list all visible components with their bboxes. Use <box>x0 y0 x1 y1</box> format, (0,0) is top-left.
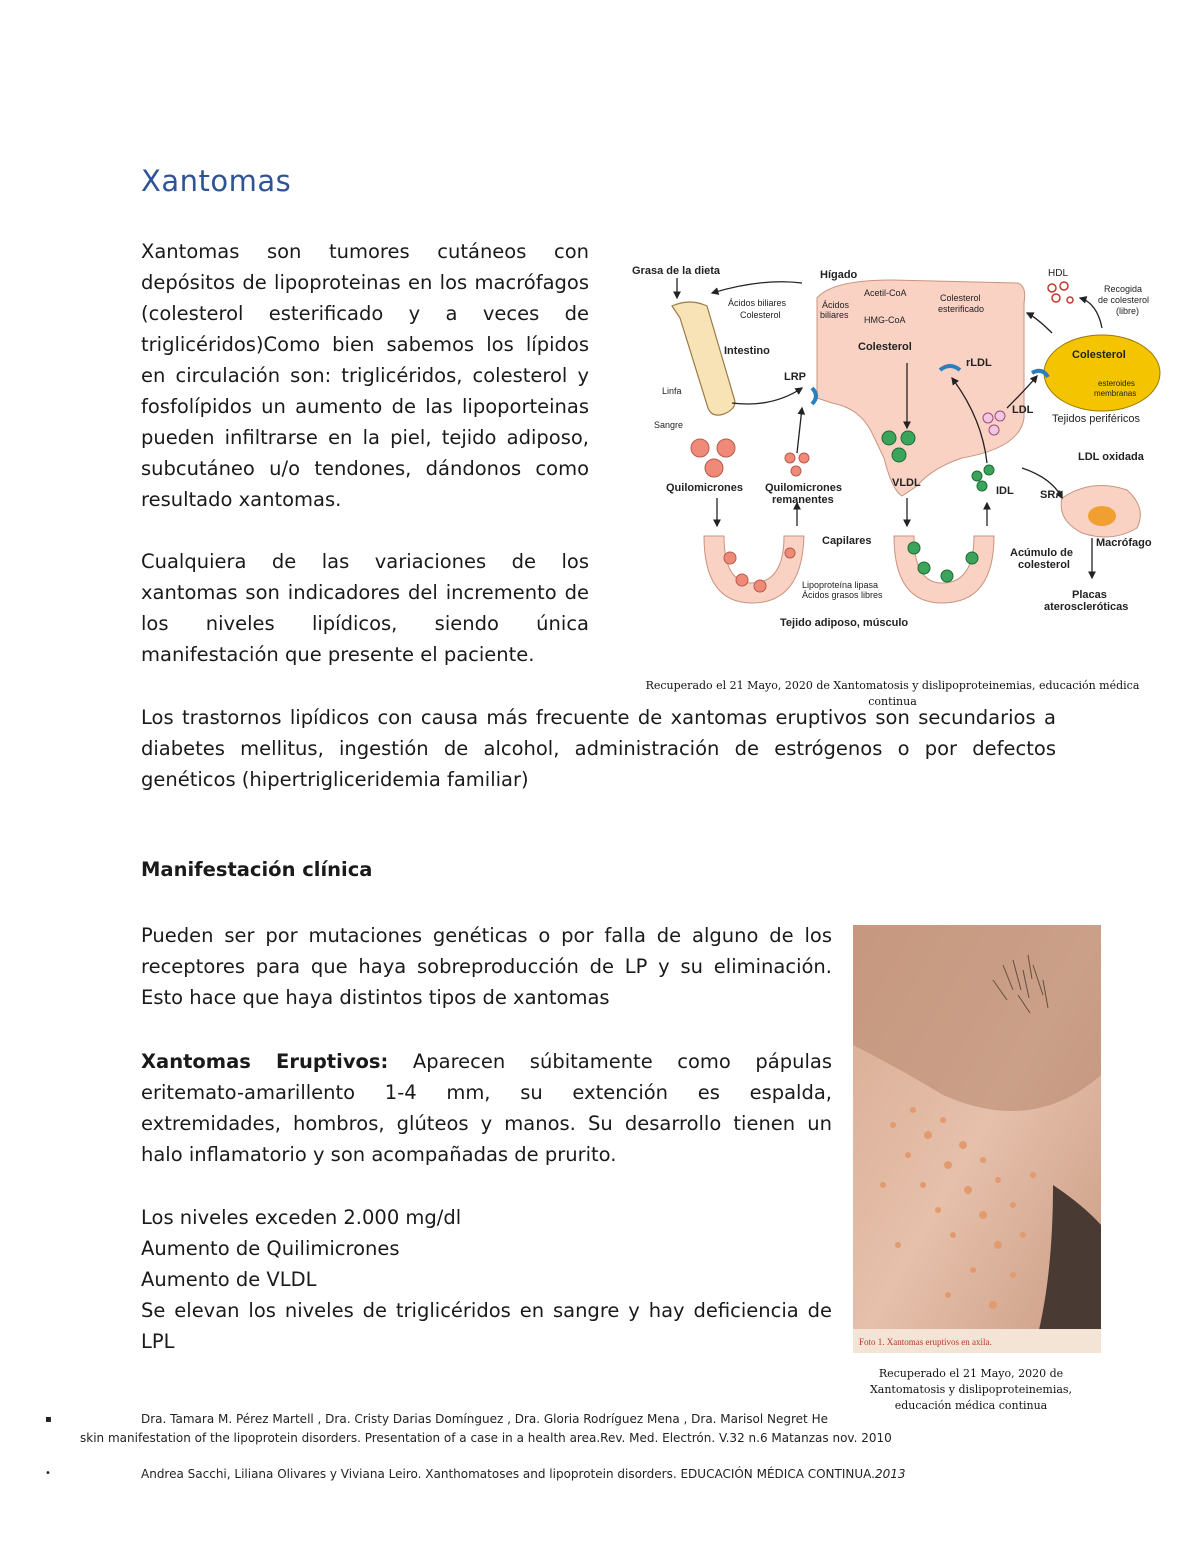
list-item: Aumento de VLDL <box>141 1268 317 1291</box>
label-acidos-grasos: Ácidos grasos libres <box>802 590 883 600</box>
label-col-est-2: esterificado <box>938 304 985 314</box>
eruptive-paragraph <box>141 1046 832 1170</box>
peripheral-cell <box>1044 335 1160 411</box>
disorders-paragraph: Los trastornos lipídicos con causa más frecuente de xantomas eruptivos son secundarios a diabetes mellitus, ingestión de alcohol, administración de estrógenos o por defectos genéticos (hipertrigliceridemia familiar) <box>141 706 1056 791</box>
label-recogida-3: (libre) <box>1116 306 1140 316</box>
label-acidos-biliares: Ácidos biliares <box>728 298 787 308</box>
page-title: Xantomas <box>141 164 292 198</box>
reference-2 <box>141 1467 906 1481</box>
reference-2-text: Andrea Sacchi, Liliana Olivares y Viviana Leiro. Xanthomatoses and lipoprotein disorders. EDUCACIÓN MÉDICA CONTINUA. <box>141 1467 875 1481</box>
diagram-svg <box>632 258 1172 643</box>
label-lrp: LRP <box>784 371 806 383</box>
label-hmg: HMG-CoA <box>864 315 906 325</box>
label-quilomicrones: Quilomicrones <box>666 482 744 494</box>
label-colesterol-small: Colesterol <box>740 310 781 320</box>
label-macrofago: Macrófago <box>1096 537 1152 549</box>
label-membranas: membranas <box>1094 389 1137 398</box>
label-sra: SRA <box>1040 489 1064 501</box>
label-acidos: Ácidos <box>822 300 850 310</box>
label-placas-1: Placas <box>1072 589 1107 601</box>
section-heading: Manifestación clínica <box>141 858 373 881</box>
label-vldl: VLDL <box>892 477 921 489</box>
levels-list <box>141 1202 841 1357</box>
label-linfa: Linfa <box>662 386 682 396</box>
label-lipoproteina: Lipoproteína lipasa <box>802 580 879 590</box>
reference-bullet: ▪ <box>45 1414 52 1425</box>
label-biliares: biliares <box>820 310 849 320</box>
list-item: Aumento de Quilimicrones <box>141 1237 400 1260</box>
reference-2-year: 2013 <box>874 1467 906 1481</box>
label-hdl: HDL <box>1048 268 1069 279</box>
label-esteroides: esteroides <box>1098 379 1135 388</box>
label-sangre: Sangre <box>654 420 684 430</box>
capillary-left <box>704 536 804 603</box>
label-idl: IDL <box>996 485 1014 497</box>
eruptive-label: Xantomas Eruptivos: <box>141 1050 389 1073</box>
variations-paragraph: Cualquiera de las variaciones de los xantomas son indicadores del incremento de los niveles lipídicos, siendo única manifestación que presente el paciente. <box>141 550 589 666</box>
label-quilo-rem-1: Quilomicrones <box>765 482 843 494</box>
label-acumulo-1: Acúmulo de <box>1010 547 1073 559</box>
label-capilares: Capilares <box>822 535 872 547</box>
eruptive-text: Aparecen súbitamente como pápulas eritemato-amarillento 1-4 mm, su extención es espalda, extremidades, hombros, glúteos y manos. Su desarrollo tienen un halo inflamatorio y son acompañadas de prurito. <box>141 1050 833 1166</box>
intestine-shape <box>672 302 735 415</box>
label-recogida-1: Recogida <box>1104 284 1143 294</box>
label-rldl: rLDL <box>966 357 992 369</box>
reference-1-line1: Dra. Tamara M. Pérez Martell , Dra. Cristy Darias Domínguez , Dra. Gloria Rodríguez Mena , Dra. Marisol Negret He <box>141 1412 828 1426</box>
lipoprotein-metabolism-diagram <box>632 258 1172 643</box>
label-recogida-2: de colesterol <box>1098 295 1150 305</box>
eruptive-xanthoma-photo <box>853 925 1101 1353</box>
label-grasa: Grasa de la dieta <box>632 265 721 277</box>
reference-bullet: • <box>45 1468 51 1479</box>
diagram-caption: Recuperado el 21 Mayo, 2020 de Xantomatosis y dislipoproteinemias, educación médica continua <box>645 679 1140 708</box>
label-colesterol: Colesterol <box>858 341 912 353</box>
mutations-paragraph: Pueden ser por mutaciones genéticas o por falla de alguno de los receptores para que haya sobreproducción de LP y su eliminación. Esto hace que haya distintos tipos de xantomas <box>141 924 832 1009</box>
label-acetil: Acetil-CoA <box>864 288 907 298</box>
label-intestino: Intestino <box>724 345 770 357</box>
label-placas-2: ateroscleróticas <box>1044 601 1129 613</box>
label-colesterol-yellow: Colesterol <box>1072 349 1126 361</box>
reference-1-line2: skin manifestation of the lipoprotein disorders. Presentation of a case in a health area.Rev. Med. Electrón. V.32 n.6 Matanzas nov. 2010 <box>80 1431 892 1445</box>
intro-paragraph: Xantomas son tumores cutáneos con depósitos de lipoproteinas en los macrófagos (colesterol esterificado y a veces de triglicéridos)Como bien sabemos los lípidos en circulación son: triglicéridos, colesterol y fosfolípidos un aumento de las lipoporteinas pueden infiltrarse en la piel, tejido adiposo, subcutáneo u/o tendones, dándonos como resultado xantomas. <box>141 240 589 511</box>
label-col-est-1: Colesterol <box>940 293 981 303</box>
list-item: Los niveles exceden 2.000 mg/dl <box>141 1206 462 1229</box>
photo-svg <box>853 925 1101 1353</box>
label-quilo-rem-2: remanentes <box>772 494 834 506</box>
label-tejidos-perifericos: Tejidos periféricos <box>1052 413 1141 425</box>
photo-caption: Foto 1. Xantomas eruptivos en axila. <box>859 1337 992 1347</box>
label-higado: Hígado <box>820 269 858 281</box>
list-item: Se elevan los niveles de triglicéridos en sangre y hay deficiencia de LPL <box>141 1299 832 1353</box>
label-acumulo-2: colesterol <box>1018 559 1070 571</box>
label-ldl-oxidada: LDL oxidada <box>1078 451 1144 463</box>
photo-caption-credit: Recuperado el 21 Mayo, 2020 de Xantomatosis y dislipoproteinemias, educación médica continua <box>869 1367 1073 1412</box>
label-ldl: LDL <box>1012 404 1034 416</box>
label-tejido-adiposo: Tejido adiposo, músculo <box>780 617 909 629</box>
